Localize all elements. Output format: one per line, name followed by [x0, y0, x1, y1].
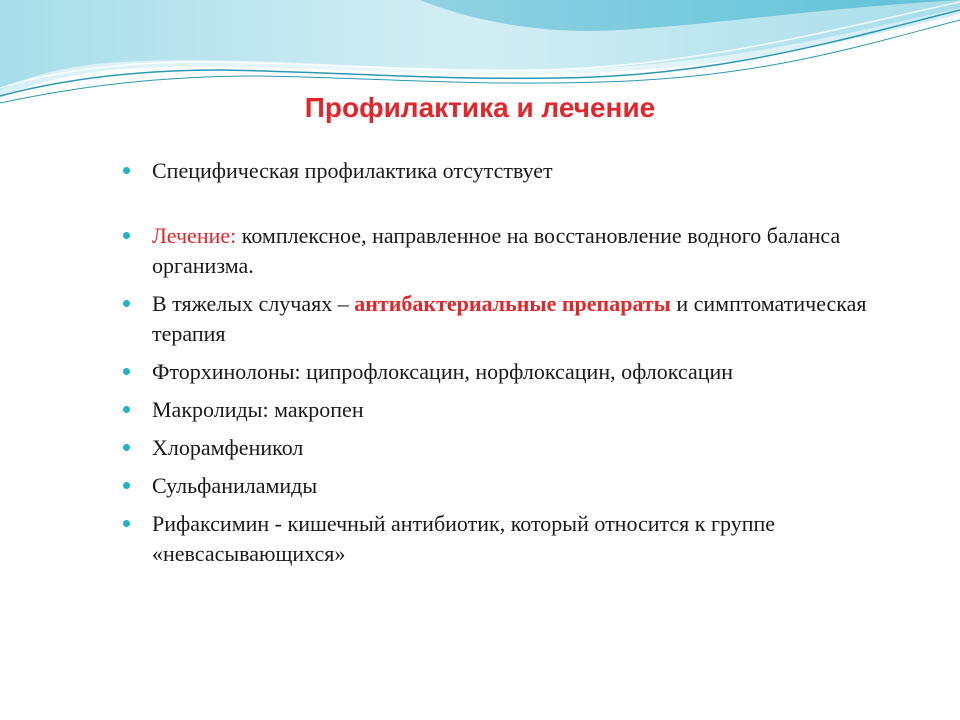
item-text-after: и симптоматическая терапия — [152, 291, 867, 346]
slide-title: Профилактика и лечение — [304, 92, 656, 123]
item-text: Сульфаниламиды — [152, 473, 318, 498]
item-text: Рифаксимин - кишечный антибиотик, который относится к группе «невсасывающихся» — [152, 511, 776, 566]
list-item — [118, 471, 908, 501]
dot-icon — [123, 406, 130, 413]
list-item — [118, 221, 908, 281]
list-item — [118, 433, 908, 463]
dot-icon — [123, 368, 130, 375]
dot-icon — [123, 482, 130, 489]
list-item — [118, 357, 908, 387]
list-item — [118, 509, 908, 569]
item-text: Специфическая профилактика отсутствует — [152, 158, 553, 183]
dot-icon — [123, 167, 130, 174]
item-text: Фторхинолоны: ципрофлоксацин, норфлоксацин, офлоксацин — [152, 359, 734, 384]
item-highlight: Лечение — [152, 223, 231, 248]
list-item — [118, 289, 908, 349]
dot-icon — [123, 232, 130, 239]
dot-icon — [123, 520, 130, 527]
bullet-list — [118, 156, 908, 569]
item-text: комплексное, направленное на восстановление водного баланса организма. — [152, 223, 841, 278]
item-text: Хлорамфеникол — [152, 435, 304, 460]
dot-icon — [123, 300, 130, 307]
list-item — [118, 156, 908, 186]
item-highlight-suffix: : — [230, 223, 237, 248]
dot-icon — [123, 444, 130, 451]
item-text: Макролиды: макропен — [152, 397, 364, 422]
item-text-before: В тяжелых случаях – — [152, 291, 355, 316]
item-highlight: антибактериальные препараты — [354, 291, 671, 316]
list-item — [118, 395, 908, 425]
